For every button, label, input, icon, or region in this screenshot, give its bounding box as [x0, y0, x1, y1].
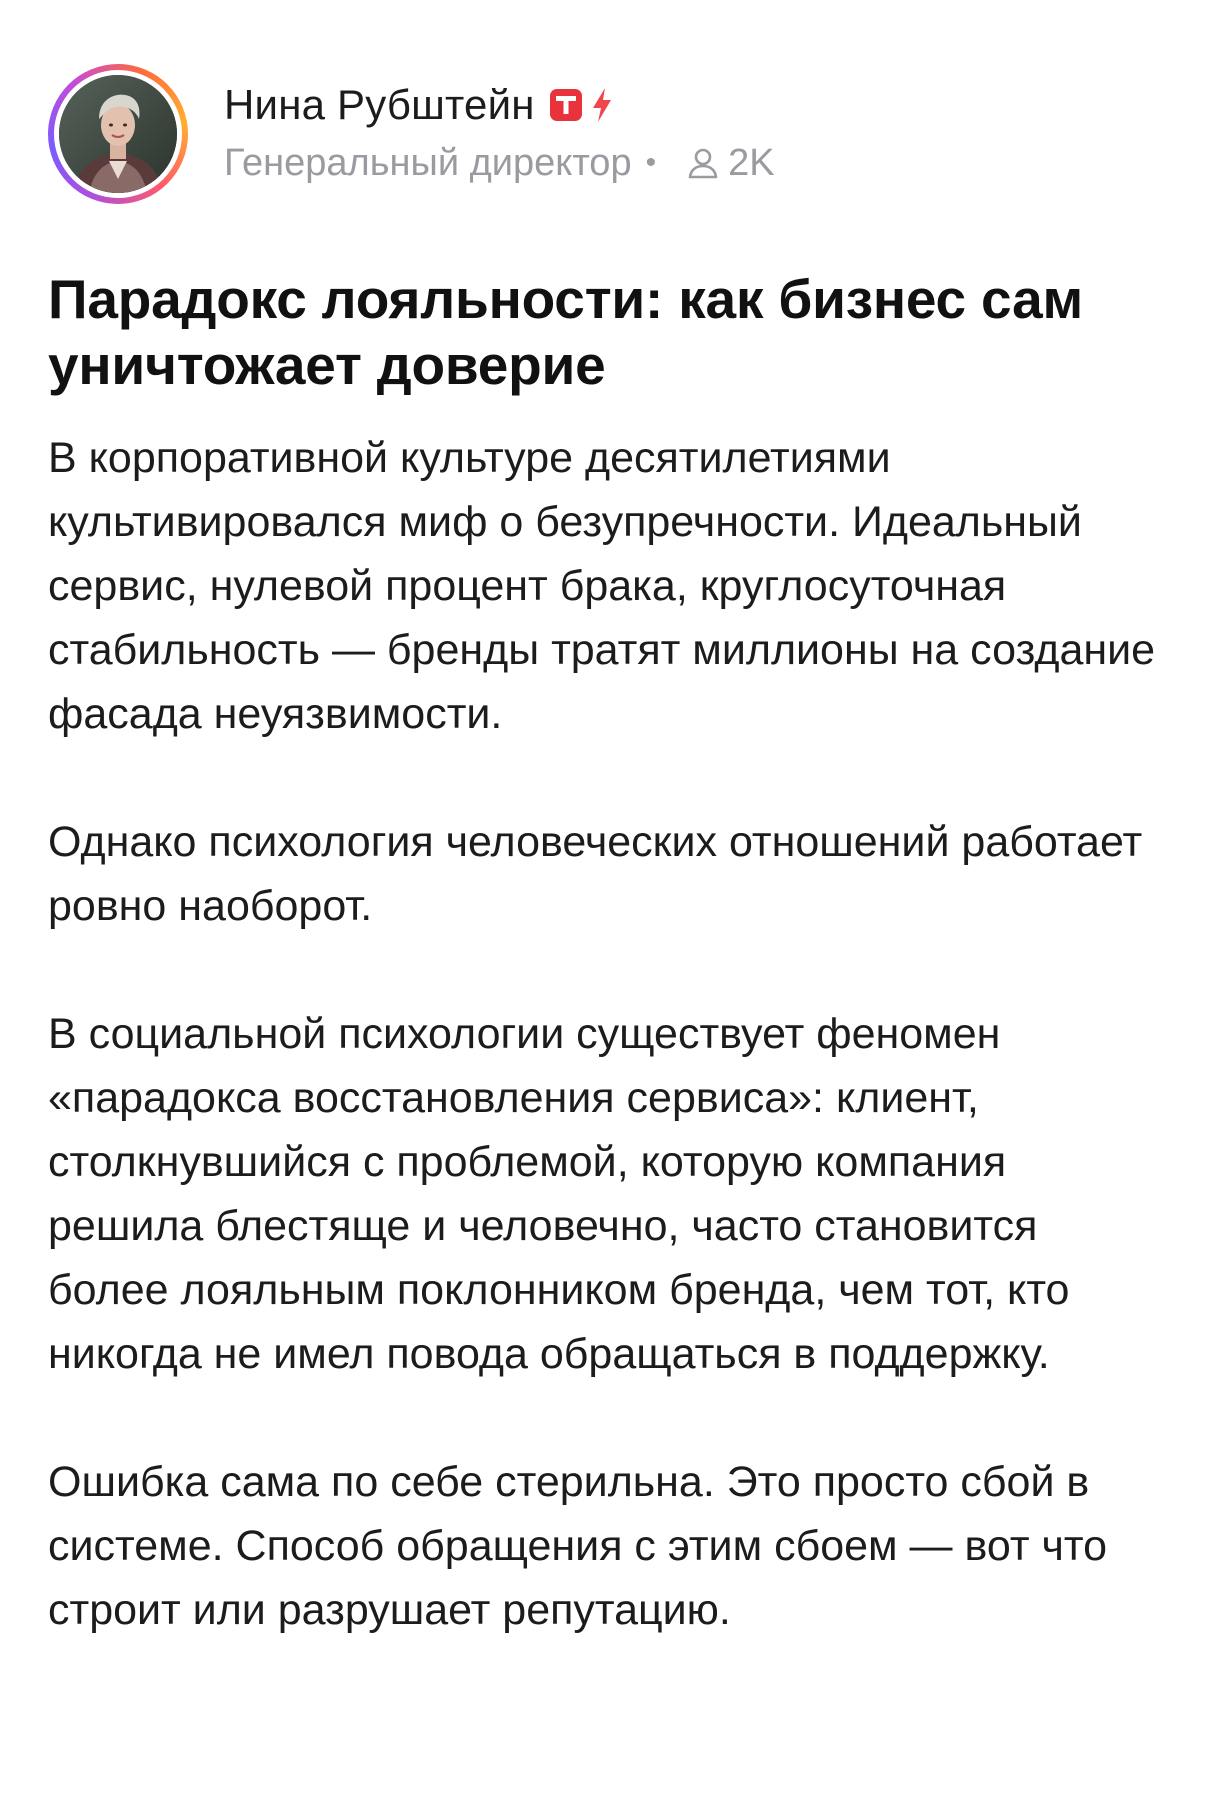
post-paragraph: В социальной психологии существует феномен «парадокса восстановления сервиса»: клиент, столкнувшийся с проблемой, которую компания решила блестяще и человечно, часто становится более лояльным поклонником бренда, чем тот, кто никогда не имел повода обращаться в поддержку.: [48, 1010, 1070, 1378]
author-role: Генеральный директор: [224, 141, 632, 184]
avatar-gap: [54, 70, 182, 198]
t-badge-icon: [549, 88, 583, 122]
followers-count: 2K: [728, 141, 775, 184]
author-name[interactable]: Нина Рубштейн: [224, 81, 535, 128]
author-info: [224, 78, 775, 190]
person-icon: [686, 146, 720, 180]
post-paragraph: Однако психология человеческих отношений работает ровно наоборот.: [48, 818, 1143, 930]
author-row: [48, 60, 1168, 208]
avatar[interactable]: [59, 75, 177, 193]
post-title: Парадокс лояльности: как бизнес сам уничтожает доверие: [48, 268, 1083, 396]
avatar-story-ring[interactable]: [48, 64, 188, 204]
lightning-icon: [589, 86, 615, 124]
post-paragraph: В корпоративной культуре десятилетиями культивировался миф о безупречности. Идеальный сервис, нулевой процент брака, круглосуточная стабильность — бренды тратят миллионы на создание фасада неуязвимости.: [48, 434, 1156, 738]
post-body: [48, 426, 1168, 1642]
post-card: [48, 60, 1168, 1706]
author-meta-line: [224, 136, 775, 190]
meta-separator: •: [645, 146, 657, 179]
avatar-portrait-icon: [59, 75, 177, 193]
post-paragraph: Ошибка сама по себе стерильна. Это просто сбой в системе. Способ обращения с этим сбоем — вот что строит или разрушает репутацию.: [48, 1458, 1108, 1634]
author-name-line: [224, 78, 775, 132]
